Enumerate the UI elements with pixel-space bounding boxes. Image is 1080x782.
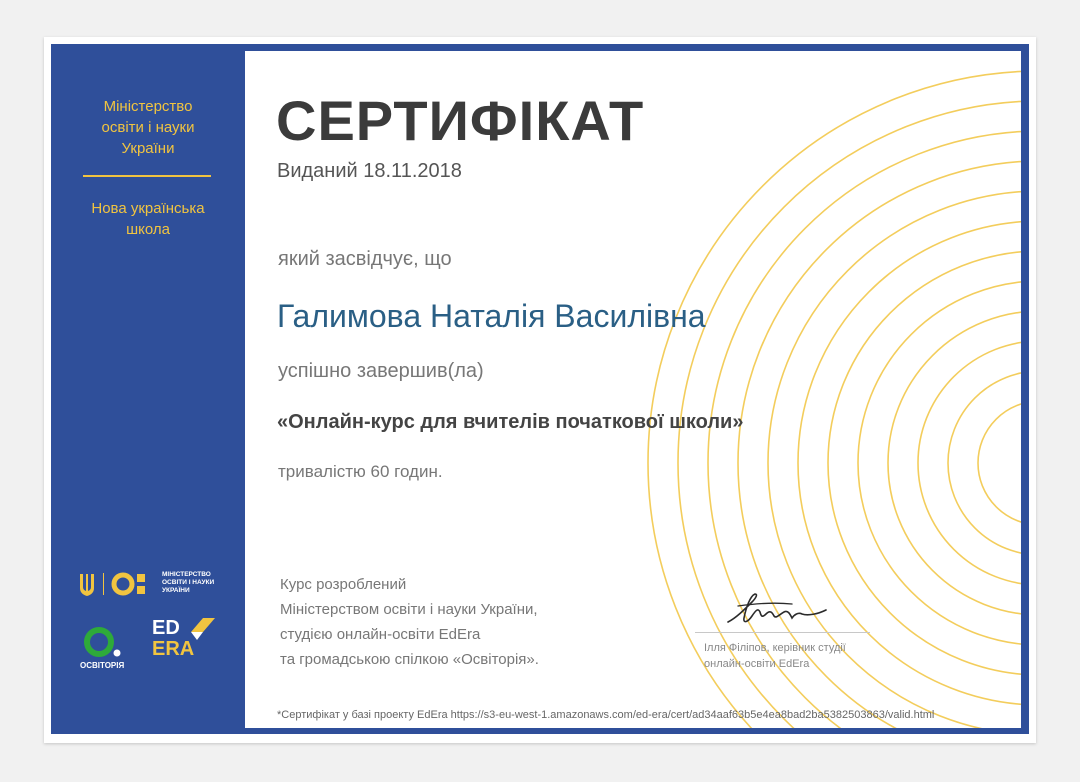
developers-line: студією онлайн-освіти EdEra — [280, 626, 481, 643]
ministry-logo — [78, 570, 160, 598]
course-title: «Онлайн-курс для вчителів початкової школи» — [277, 411, 744, 433]
edera-flag-icon — [185, 616, 217, 646]
osvitoria-logo-icon — [82, 626, 126, 660]
developers-line: та громадською спілкою «Освіторія». — [280, 651, 539, 668]
signature-line — [695, 632, 870, 633]
completed-text: успішно завершив(ла) — [278, 360, 484, 382]
decorative-ring — [828, 251, 1021, 675]
sidebar-divider — [83, 175, 211, 177]
trident-icon — [80, 574, 94, 596]
decorative-ring — [858, 281, 1021, 645]
ministry-name-line: України — [121, 140, 175, 157]
ministry-name-line: освіти і науки — [101, 119, 195, 136]
ministry-emblem-icon — [114, 574, 155, 594]
signature-image — [722, 588, 834, 634]
recipient-name: Галимова Наталія Василівна — [277, 298, 706, 334]
certifies-text: який засвідчує, що — [278, 248, 452, 270]
verification-footnote: *Сертифікат у базі проекту EdEra https://s3-eu-west-1.amazonaws.com/ed-era/cert/ad34aaf63b5e4ea8bad2ba5382503863/valid.html — [277, 709, 935, 721]
osvitoria-label: ОСВІТОРІЯ — [80, 661, 125, 670]
nus-name-line: школа — [126, 221, 170, 238]
decorative-ring — [978, 401, 1021, 525]
course-duration: тривалістю 60 годин. — [278, 462, 443, 481]
developers-line: Курс розроблений — [280, 576, 407, 593]
edera-logo-line: ERA — [152, 638, 195, 660]
ministry-logo-line: ОСВІТИ І НАУКИ — [162, 579, 215, 586]
nus-name-line: Нова українська — [91, 200, 205, 217]
signature-caption-line: онлайн-освіти EdEra — [704, 658, 810, 670]
ministry-logo-line: МІНІСТЕРСТВО — [162, 571, 211, 578]
developers-block — [280, 572, 539, 672]
decorative-ring — [888, 311, 1021, 615]
ministry-name-line: Міністерство — [103, 98, 193, 115]
issue-date: Виданий 18.11.2018 — [277, 160, 462, 182]
edera-logo-line: ED — [152, 617, 180, 639]
ministry-logo-line: УКРАЇНИ — [162, 587, 190, 594]
decorative-ring — [948, 371, 1021, 555]
ministry-name — [51, 96, 245, 159]
decorative-ring — [708, 131, 1021, 728]
nus-name — [51, 198, 245, 240]
certificate-title: СЕРТИФІКАТ — [276, 89, 645, 152]
signature-caption — [704, 640, 846, 672]
ministry-logo-text — [162, 571, 214, 595]
signature-caption-line: Ілля Філіпов, керівник студії — [704, 642, 846, 654]
developers-line: Міністерством освіти і науки України, — [280, 601, 538, 618]
